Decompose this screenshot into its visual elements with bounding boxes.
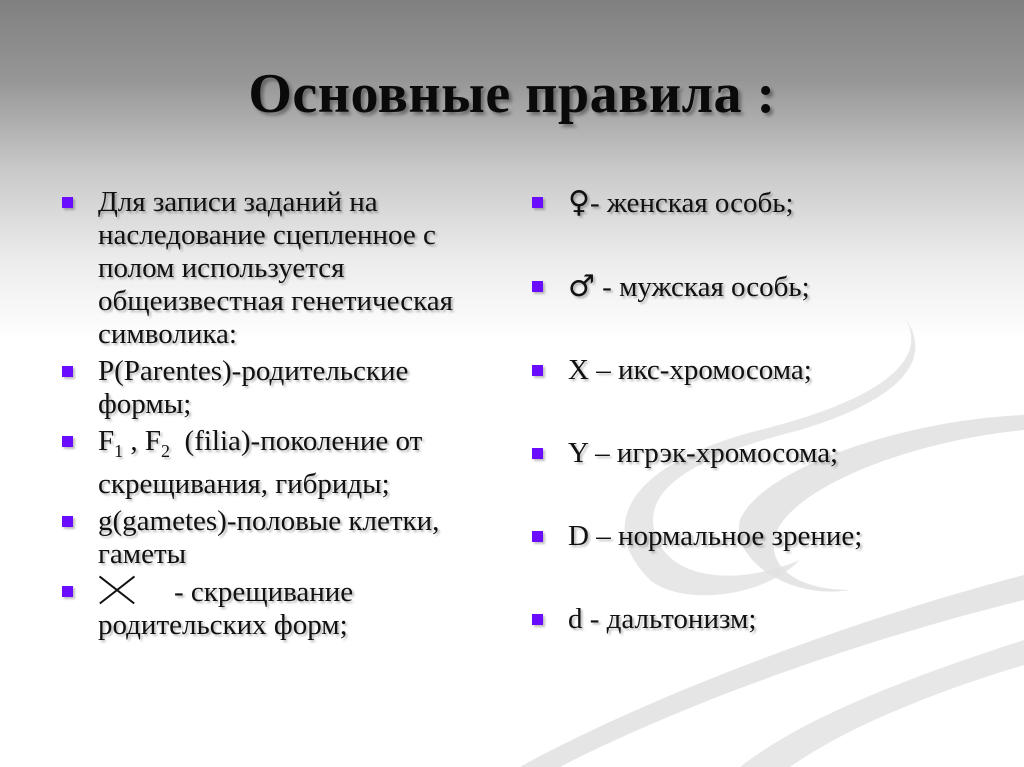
square-bullet-icon — [62, 366, 73, 377]
separator: , — [123, 425, 145, 457]
item-text: - скрещивание родительских форм; — [98, 575, 354, 641]
right-bullet-list — [532, 186, 992, 636]
list-item — [62, 186, 502, 351]
cross-symbol-icon — [98, 575, 136, 605]
list-item — [532, 270, 992, 304]
square-bullet-icon — [62, 516, 73, 527]
item-text: (filia)-поколение от скрещивания, гибриды; — [98, 425, 430, 500]
female-symbol-icon: ♀ — [568, 185, 590, 220]
item-text: g(gametes)-половые клетки, гаметы — [98, 504, 440, 570]
right-column — [532, 186, 992, 686]
male-symbol-icon: ♂ — [568, 269, 595, 304]
square-bullet-icon — [62, 436, 73, 447]
left-column — [62, 186, 502, 646]
square-bullet-icon — [532, 281, 543, 292]
item-text: d - дальтонизм; — [568, 603, 757, 635]
square-bullet-icon — [532, 531, 543, 542]
left-bullet-list — [62, 186, 502, 642]
square-bullet-icon — [532, 197, 543, 208]
square-bullet-icon — [62, 586, 73, 597]
item-text: - женская особь; — [589, 187, 794, 219]
item-text: X – икс-хромосома; — [568, 354, 812, 386]
f2-label: F — [144, 425, 162, 457]
list-item — [62, 575, 502, 642]
f1-subscript: 1 — [114, 440, 124, 461]
f1-label: F — [98, 425, 115, 457]
list-item — [532, 603, 992, 636]
item-text: - мужская особь; — [594, 271, 810, 303]
list-item — [532, 354, 992, 387]
square-bullet-icon — [532, 448, 543, 459]
square-bullet-icon — [62, 197, 73, 208]
list-item — [532, 186, 992, 220]
item-text: D – нормальное зрение; — [568, 520, 863, 552]
list-item — [62, 425, 502, 501]
square-bullet-icon — [532, 614, 543, 625]
list-item — [532, 437, 992, 470]
item-text: Для записи заданий на наследование сцепленное с полом используется общеизвестная генетическая символика: — [98, 186, 453, 350]
f2-subscript: 2 — [161, 440, 171, 461]
square-bullet-icon — [532, 365, 543, 376]
list-item — [532, 520, 992, 553]
item-text: Y – игрэк-хромосома; — [568, 437, 839, 469]
list-item — [62, 505, 502, 571]
item-text: P(Parentes)-родительские формы; — [98, 355, 409, 420]
slide-title: Основные правила : — [248, 63, 776, 125]
list-item — [62, 355, 502, 421]
